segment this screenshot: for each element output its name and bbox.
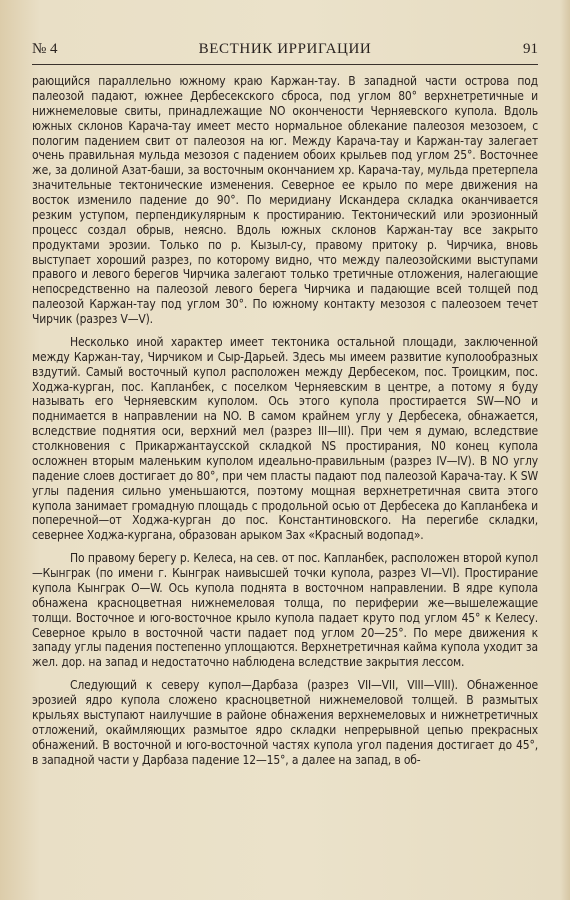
paragraph-1: рающийся параллельно южному краю Каржан-тау. В западной части острова под палеозой падают, южнее Дербесекского сброса, под углом 80° верхнетретичные и нижнемеловые свиты, принадлежащие NO окончености Черняевского купола. Вдоль южных склонов Карача-тау имеет место нормальное облекание палеозоя мезозоем, с пологим падением свит от палеозоя на юг. Между Карача-тау и Каржан-тау залегает очень правильная мульда мезозоя с падением обоих крыльев под углом 25°. Восточнее же, за долиной Азат-баши, за восточным окончанием хр. Карача-тау, мульда претерпела значительные тектонические изменения. Северное ее крыло по мере движения на восток изменило падение до 90°. По меридиану Искандера складка оканчивается резким уступом, перпендикулярным к простиранию. Тектонический или эрозионный процесс создал обрыв, неясно. Вдоль южных склонов Каржан-тау все закрыто продуктами эрозии. Только по р. Кызыл-су, правому притоку р. Чирчика, вновь выступает хороший разрез, по которому видно, что между палеозойскими выступами правого и левого берегов Чирчика залегают только третичные отложения, налегающие непосредственно на палеозой левого берега Чирчика и падающие всей толщей под палеозой Каржан-тау под углом 30°. По южному контакту мезозоя с палеозоем течет Чирчик (разрез V—V). [32,74,538,326]
issue-number: № 4 [32,41,58,57]
paragraph-3: По правому берегу р. Келеса, на сев. от пос. Капланбек, расположен второй купол—Кынграк (по имени г. Кынграк наивысшей точки купола, разрез VI—VI). Простирание купола Кынграк O—W. Ось купола поднята в восточном направлении. В ядре купола обнажена красноцветная нижнемеловая толща, по периферии же—вышележащие толщи. Восточное и юго-восточное крыло купола падает круто под углом 45° к Келесу. Северное крыло в восточной части падает под углом 20—25°. По мере движения к западу углы падения постепенно уплощаются. Верхнетретичная кайма купола уходит за жел. дор. на запад и недостаточно наблюдена вследствие закрытия лессом. [32,551,538,670]
running-header [32,38,538,65]
article-body [32,74,538,767]
page-number: 91 [523,41,538,57]
journal-title: ВЕСТНИК ИРРИГАЦИИ [198,41,372,57]
paragraph-2: Несколько иной характер имеет тектоника остальной площади, заключенной между Каржан-тау, Чирчиком и Сыр-Дарьей. Здесь мы имеем развитие куполообразных вздутий. Самый восточный купол расположен между Дербесеком, пос. Троицким, пос. Ходжа-курган, пос. Капланбек, с поселком Черняевским в центре, а потому я буду называть его Черняевским куполом. Ось этого купола простирается SW—NO и поднимается в направлении на NO. В самом крайнем углу у Дербесека, обнажается, вследствие поднятия оси, верхний мел (разрез III—III). При чем я думаю, вследствие столкновения с Прикаржантауcской складкой NS простирания, N0 конец купола осложнен вторым маленьким куполом идеально-правильным (разрез IV—IV). В NO углу падение слоев достигает до 80°, при чем пласты падают под палеозой Карача-тау. К SW углы падения сильно уменьшаются, поэтому мощная верхнетретичная свита этого купола занимает громадную площадь с продольной осью от Дербесека до Капланбека и поперечной—от Ходжа-курган до пос. Константиновского. На перегибе складки, севернее Ходжа-кургана, образован арыком Зах «Красный водопад». [32,334,538,543]
paragraph-4: Следующий к северу купол—Дарбаза (разрез VII—VII, VIII—VIII). Обнаженное эрозией ядро купола сложено красноцветной нижнемеловой толщей. В размытых крыльях выступают наилучшие в районе обнажения верхнемеловых и нижнетретичных отложений, окаймляющих размытое ядро складки непрерывной цепью прекрасных обнажений. В восточной и юго-восточной частях купола угол падения достигает до 45°, в западной части у Дарбаза падение 12—15°, а далее на запад, в об- [32,678,538,767]
